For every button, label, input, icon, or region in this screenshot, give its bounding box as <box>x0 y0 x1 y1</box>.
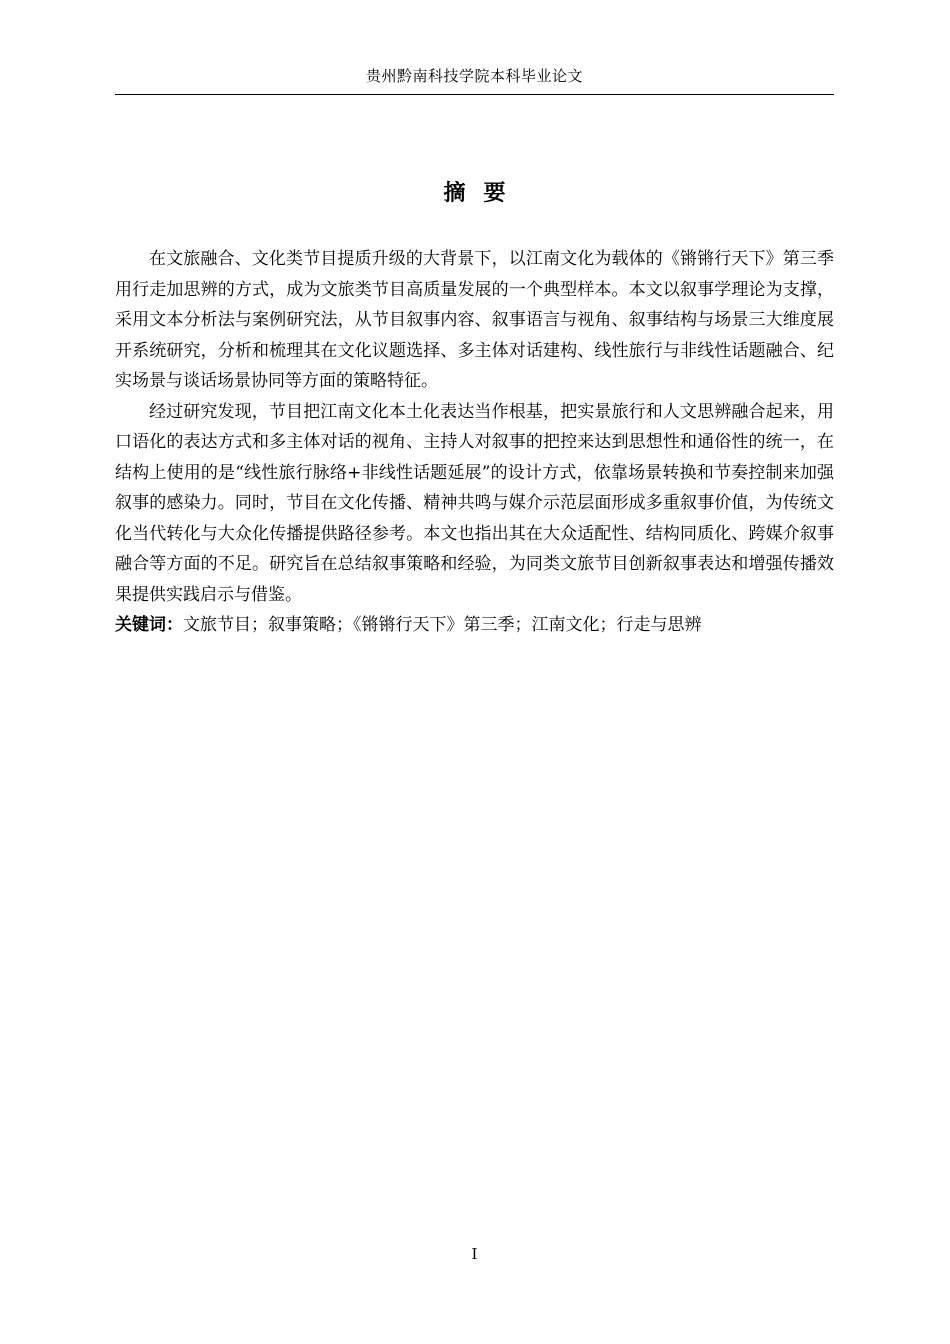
abstract-paragraph-1: 在文旅融合、文化类节目提质升级的大背景下，以江南文化为载体的《锵锵行天下》第三季用行走加思辨的方式，成为文旅类节目高质量发展的一个典型样本。本文以叙事学理论为支撑，采用文本分析法与案例研究法，从节目叙事内容、叙事语言与视角、叙事结构与场景三大维度展开系统研究，分析和梳理其在文化议题选择、多主体对话建构、线性旅行与非线性话题融合、纪实场景与谈话场景协同等方面的策略特征。 <box>115 249 834 391</box>
header-rule <box>115 94 834 95</box>
abstract-paragraph-2: 经过研究发现，节目把江南文化本土化表达当作根基，把实景旅行和人文思辨融合起来，用口语化的表达方式和多主体对话的视角、主持人对叙事的把控来达到思想性和通俗性的统一，在结构上使用的是“线性旅行脉络+非线性话题延展”的设计方式，依靠场景转换和节奏控制来加强叙事的感染力。同时，节目在文化传播、精神共鸣与媒介示范层面形成多重叙事价值，为传统文化当代转化与大众化传播提供路径参考。本文也指出其在大众适配性、结构同质化、跨媒介叙事融合等方面的不足。研究旨在总结叙事策略和经验，为同类文旅节目创新叙事表达和增强传播效果提供实践启示与借鉴。 <box>115 401 834 605</box>
page-header: 贵州黔南科技学院本科毕业论文 <box>365 67 583 85</box>
abstract-title: 摘要 <box>443 180 524 206</box>
page-number: I <box>471 1245 478 1263</box>
keywords-label: 关键词： <box>115 615 183 635</box>
abstract-body <box>115 244 834 641</box>
keywords-line <box>115 610 834 641</box>
keywords-list: 文旅节目；叙事策略；《锵锵行天下》第三季；江南文化；行走与思辨 <box>183 615 702 635</box>
